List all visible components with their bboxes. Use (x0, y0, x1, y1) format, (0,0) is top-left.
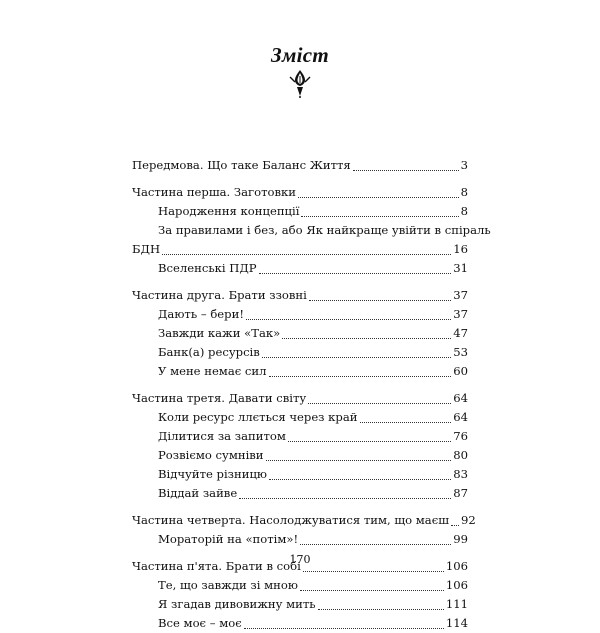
toc-entry-page: 37 (453, 307, 468, 321)
toc-entry[interactable] (132, 362, 468, 381)
dot-leader (308, 403, 451, 404)
dot-leader (298, 197, 459, 198)
toc-entry[interactable] (132, 446, 468, 465)
toc-entry-page: 106 (445, 578, 468, 592)
toc-entry[interactable] (132, 156, 468, 175)
toc-entry-title: Частина п'ята. Брати в собі (132, 559, 301, 573)
toc-entry-page: 8 (460, 185, 468, 199)
toc-entry[interactable] (132, 484, 468, 503)
toc-entry[interactable] (132, 305, 468, 324)
page-title: Зміст (270, 43, 330, 67)
dot-leader (288, 441, 451, 442)
toc-entry-title: Те, що завжди зі мною (158, 578, 298, 592)
toc-entry-page: 87 (453, 486, 468, 500)
toc-entry-title: Ділитися за запитом (158, 429, 286, 443)
toc-entry[interactable] (132, 576, 468, 595)
toc-entry-page: 3 (460, 158, 468, 172)
toc-entry-page: 83 (453, 467, 468, 481)
toc-entry-title: Частина перша. Заготовки (132, 185, 296, 199)
toc-entry[interactable] (132, 511, 476, 530)
dot-leader (318, 609, 444, 610)
toc-entry[interactable] (132, 614, 468, 633)
dot-leader (246, 319, 451, 320)
toc-entry-title: Частина друга. Брати ззовні (132, 288, 307, 302)
toc-entry-page: 47 (453, 326, 468, 340)
toc-entry[interactable] (132, 202, 468, 221)
toc-entry-page: 16 (453, 242, 468, 256)
page-number: 170 (289, 553, 311, 566)
toc-entry-title: Частина четверта. Насолоджуватися тим, що маєш (132, 513, 449, 527)
toc-entry-page: 31 (453, 261, 468, 275)
toc-entry-title: Дають – бери! (158, 307, 244, 321)
toc-entry-page: 92 (461, 513, 476, 527)
toc-entry[interactable] (132, 183, 468, 202)
toc-entry[interactable] (132, 530, 468, 549)
toc-entry-page: 111 (445, 597, 468, 611)
toc-entry-title-continued: БДН (132, 242, 161, 256)
dot-leader (162, 254, 451, 255)
dot-leader (309, 300, 451, 301)
toc-entry[interactable] (132, 343, 468, 362)
toc-entry-title: Частина третя. Давати світу (132, 391, 307, 405)
toc-entry-title: Народження концепції (158, 204, 300, 218)
dot-leader (259, 273, 452, 274)
toc-entry[interactable] (132, 221, 491, 259)
toc-entry-title: Я згадав дивовижну мить (158, 597, 316, 611)
toc-entry-title: Мораторій на «потім»! (158, 532, 299, 546)
dot-leader (266, 460, 452, 461)
toc-entry-title: Вселенські ПДР (158, 261, 257, 275)
toc-entry-title: Коли ресурс ллється через край (158, 410, 358, 424)
dot-leader (360, 422, 452, 423)
toc-entry-page: 64 (453, 391, 468, 405)
toc-entry-page: 64 (453, 410, 468, 424)
toc-entry-title: Передмова. Що таке Баланс Життя (132, 158, 351, 172)
dot-leader (239, 498, 451, 499)
toc-entry-page: 8 (460, 204, 468, 218)
dot-leader (244, 628, 444, 629)
dot-leader (303, 571, 444, 572)
dot-leader (353, 170, 459, 171)
toc-entry-page: 60 (453, 364, 468, 378)
toc-entry[interactable] (132, 595, 468, 614)
toc-entry-title: Все моє – моє (158, 616, 242, 630)
dot-leader (282, 338, 451, 339)
toc-entry-page: 37 (453, 288, 468, 302)
dot-leader (300, 544, 451, 545)
toc-entry-page: 53 (453, 345, 468, 359)
dot-leader (301, 216, 458, 217)
toc-entry-page: 76 (453, 429, 468, 443)
fountain-pen-nib-ornament-icon (286, 68, 314, 98)
dot-leader (269, 376, 452, 377)
dot-leader (269, 479, 451, 480)
toc-entry-title: Віддай зайве (158, 486, 238, 500)
toc-entry-title: Банк(а) ресурсів (158, 345, 260, 359)
toc-entry-title: Завжди кажи «Так» (158, 326, 281, 340)
toc-entry[interactable] (132, 389, 468, 408)
toc-entry[interactable] (132, 408, 468, 427)
toc-entry-page: 114 (445, 616, 468, 630)
toc-entry-page: 106 (445, 559, 468, 573)
toc-entry[interactable] (132, 259, 468, 278)
dot-leader (300, 590, 444, 591)
toc-entry-title: У мене немає сил (158, 364, 267, 378)
toc-entry-page: 99 (453, 532, 468, 546)
toc-entry[interactable] (132, 465, 468, 484)
toc-entry[interactable] (132, 286, 468, 305)
toc-entry[interactable] (132, 427, 468, 446)
toc-entry-title: Відчуйте різницю (158, 467, 267, 481)
toc-entry-title: Розвіємо сумніви (158, 448, 264, 462)
toc-entry[interactable] (132, 324, 468, 343)
toc-entry-page: 80 (453, 448, 468, 462)
dot-leader (262, 357, 451, 358)
toc-entry-title: За правилами і без, або Як найкраще увійти в спіраль (158, 223, 491, 237)
dot-leader (451, 525, 459, 526)
